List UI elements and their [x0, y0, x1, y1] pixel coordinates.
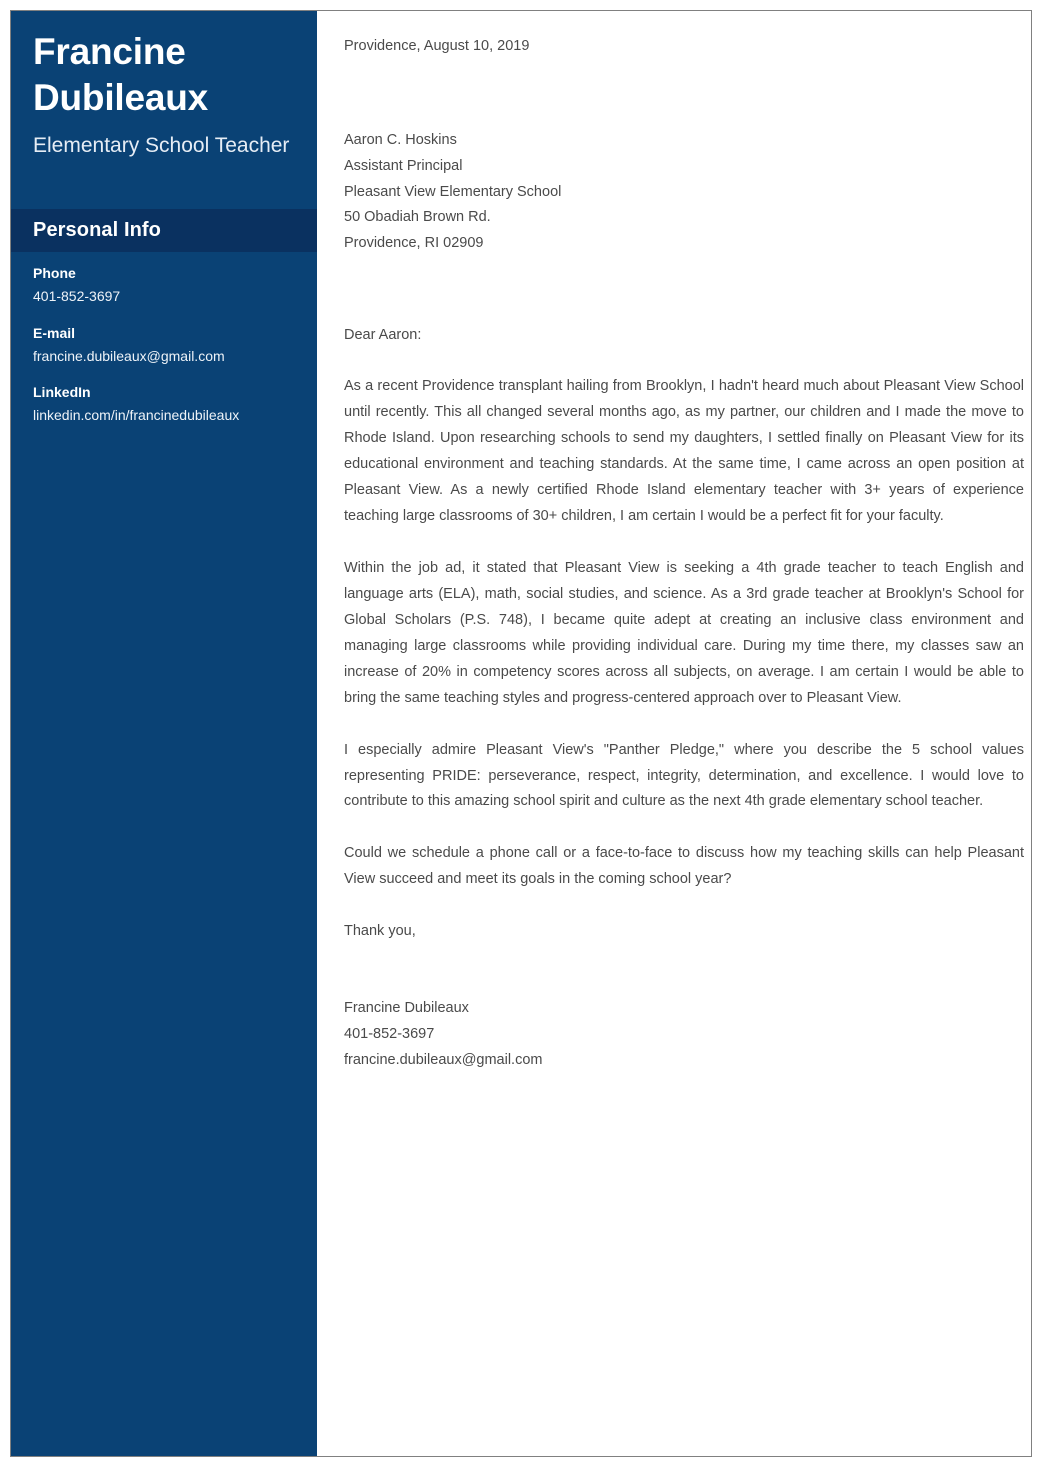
contact-list — [11, 263, 317, 442]
contact-item-linkedin — [33, 382, 297, 426]
recipient-name: Aaron C. Hoskins — [344, 132, 457, 149]
body-paragraph-2: Within the job ad, it stated that Pleasant View is seeking a 4th grade teacher to teach English and language arts (ELA), math, social studies, and science. As a 3rd grade teacher at Brooklyn's School for Global Scholars (P.S. 748), I became quite adept at creating an inclusive class environment and managing large classrooms while providing individual care. During my time there, my classes saw an increase of 20% in competency scores across all subjects, on average. I am certain I would be able to bring the same teaching styles and progress-centered approach over to Pleasant View. — [344, 559, 1024, 706]
signature-phone[interactable]: 401-852-3697 — [344, 1025, 435, 1042]
contact-item-email — [33, 323, 297, 367]
contact-value-linkedin[interactable]: linkedin.com/in/francinedubileaux — [33, 407, 240, 424]
letter-body — [317, 11, 1032, 1456]
recipient-city-state-zip: Providence, RI 02909 — [344, 234, 484, 251]
contact-value-email[interactable]: francine.dubileaux@gmail.com — [33, 347, 225, 364]
signature-block — [344, 996, 1024, 1073]
document-page — [10, 10, 1032, 1457]
recipient-street: 50 Obadiah Brown Rd. — [344, 209, 491, 226]
candidate-job-title: Elementary School Teacher — [33, 133, 290, 157]
sidebar — [11, 11, 317, 1456]
candidate-name: Francine Dubileaux — [33, 31, 209, 118]
contact-value-phone[interactable]: 401-852-3697 — [33, 288, 121, 304]
recipient-organization: Pleasant View Elementary School — [344, 183, 562, 200]
body-paragraph-4: Could we schedule a phone call or a face-to-face to discuss how my teaching skills can help Pleasant View succeed and meet its goals in the coming school year? — [344, 845, 1024, 888]
body-paragraph-1: As a recent Providence transplant hailing from Brooklyn, I hadn't heard much about Pleasant View School until recently. This all changed several months ago, as my partner, our children and I made the move to Rhode Island. Upon researching schools to send my daughters, I settled finally on Pleasant View for its educational environment and teaching standards. At the same time, I came across an open position at Pleasant View. As a newly certified Rhode Island elementary teacher with 3+ years of experience teaching large classrooms of 30+ children, I am certain I would be a perfect fit for your faculty. — [344, 378, 1024, 524]
closing-phrase: Thank you, — [344, 923, 416, 940]
salutation: Dear Aaron: — [344, 327, 422, 344]
contact-label-email: E-mail — [33, 324, 76, 341]
personal-info-section-header — [11, 209, 317, 252]
personal-info-title: Personal Info — [33, 219, 161, 241]
contact-label-phone: Phone — [33, 265, 76, 281]
letter-date: Providence, August 10, 2019 — [344, 38, 530, 54]
contact-label-linkedin: LinkedIn — [33, 384, 91, 401]
body-paragraph-3: I especially admire Pleasant View's "Panther Pledge," where you describe the 5 school values representing PRIDE: perseverance, respect, integrity, determination, and excellence. I would love to contribute to this amazing school spirit and culture as the next 4th grade elementary school teacher. — [344, 741, 1024, 810]
signature-name: Francine Dubileaux — [344, 999, 469, 1016]
contact-item-phone — [33, 263, 297, 307]
signature-email[interactable]: francine.dubileaux@gmail.com — [344, 1051, 543, 1068]
sidebar-header — [11, 11, 317, 159]
recipient-address-block — [344, 128, 1024, 256]
recipient-title: Assistant Principal — [344, 157, 463, 174]
